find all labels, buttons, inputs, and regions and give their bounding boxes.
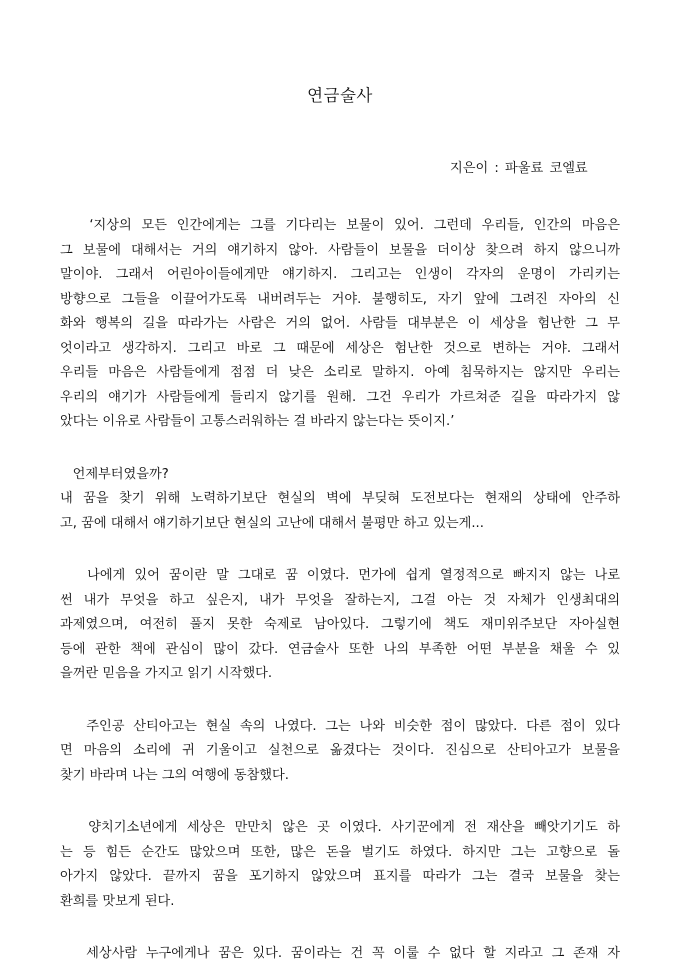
paragraph-3 — [60, 564, 620, 687]
text-line: 썬 내가 무엇을 하고 싶은지, 내가 무엇을 잘하는지, 그걸 아는 것 자체가 인생최대의 — [60, 592, 620, 608]
text-line: 주인공 산티아고는 현실 속의 나였다. 그는 나와 비슷한 점이 많았다. 다른 점이 있다 — [60, 718, 620, 734]
text-line: 그 보물에 대해서는 거의 얘기하지 않아. 사람들이 보물을 더이상 찾으려 하지 않으니까 — [60, 242, 620, 258]
paragraph-6 — [60, 942, 620, 967]
text-line: 는 등 힘든 순간도 많았으며 또한, 많은 돈을 벌기도 하였다. 하지만 그는 고향으로 돌 — [60, 844, 620, 860]
text-line: 화와 행복의 길을 따라가는 사람은 거의 없어. 사람들 대부분은 이 세상을 험난한 그 무 — [60, 316, 620, 331]
text-line: ‘지상의 모든 인간에게는 그를 기다리는 보물이 있어. 그런데 우리들, 인간의 마음은 — [60, 218, 620, 233]
text-line: 내 꿈을 찾기 위해 노력하기보단 현실의 벽에 부딪혀 도전보다는 현재의 상태에 안주하 — [60, 491, 620, 506]
author-line: 지은이 : 파울료 코엘료 — [450, 161, 588, 176]
text-line: 면 마음의 소리에 귀 기울이고 실천으로 옮겼다는 것이다. 진심으로 산티아고가 보물을 — [60, 743, 620, 758]
document-title: 연금술사 — [307, 86, 373, 105]
text-line: 환희를 맛보게 된다. — [60, 893, 175, 909]
paragraph-2 — [60, 463, 620, 537]
text-line: 엇이라고 생각하지. 그리고 바로 그 때문에 세상은 험난한 것으로 변하는 거야. 그래서 — [60, 340, 620, 356]
text-line: 양치기소년에게 세상은 만만치 않은 곳 이였다. 사기꾼에게 전 재산을 빼앗기기도 하 — [60, 820, 620, 835]
text-line: 고, 꿈에 대해서 얘기하기보단 현실의 고난에 대해서 불평만 하고 있는게... — [60, 515, 484, 531]
text-line: 세상사람 누구에게나 꿈은 있다. 꿈이라는 건 꼭 이룰 수 없다 할 지라고 그 존재 자 — [60, 946, 620, 961]
text-line: 을꺼란 믿음을 가지고 읽기 시작했다. — [60, 666, 273, 681]
text-line: 나에게 있어 꿈이란 말 그대로 꿈 이였다. 먼가에 쉽게 열정적으로 빠지지 않는 나로 — [60, 568, 620, 583]
paragraph-1 — [60, 214, 620, 435]
text-line: 방향으로 그들을 이끌어가도록 내버려두는 거야. 불행히도, 자기 앞에 그려진 자아의 신 — [60, 291, 620, 307]
text-line: 등에 관한 책에 관심이 많이 갔다. 연금술사 또한 나의 부족한 어떤 부분을 채울 수 있 — [60, 641, 620, 657]
paragraph-5 — [60, 816, 620, 914]
text-line: 언제부터였을까? — [60, 466, 169, 482]
text-line: 아가지 않았다. 끝까지 꿈을 포기하지 않았으며 표지를 따라가 그는 결국 보물을 찾는 — [60, 869, 620, 884]
text-line: 았다는 이유로 사람들이 고통스러워하는 걸 바라지 않는다는 뜻이지.’ — [60, 414, 455, 429]
document-body — [60, 214, 620, 967]
paragraph-4 — [60, 715, 620, 789]
text-line: 우리들 마음은 사람들에게 점점 더 낮은 소리로 말하지. 아예 침묵하지는 않지만 우리는 — [60, 365, 620, 380]
text-line: 말이야. 그래서 어린아이들에게만 얘기하지. 그리고는 인생이 각자의 운명이 가리키는 — [60, 267, 620, 282]
text-line: 과제였으며, 여전히 풀지 못한 숙제로 남아있다. 그렇기에 책도 재미위주보단 자아실현 — [60, 617, 620, 632]
text-line: 찾기 바라며 나는 그의 여행에 동참했다. — [60, 767, 289, 783]
text-line: 우리의 얘기가 사람들에게 들리지 않기를 원해. 그건 우리가 가르쳐준 길을 따라가지 않 — [60, 389, 620, 405]
